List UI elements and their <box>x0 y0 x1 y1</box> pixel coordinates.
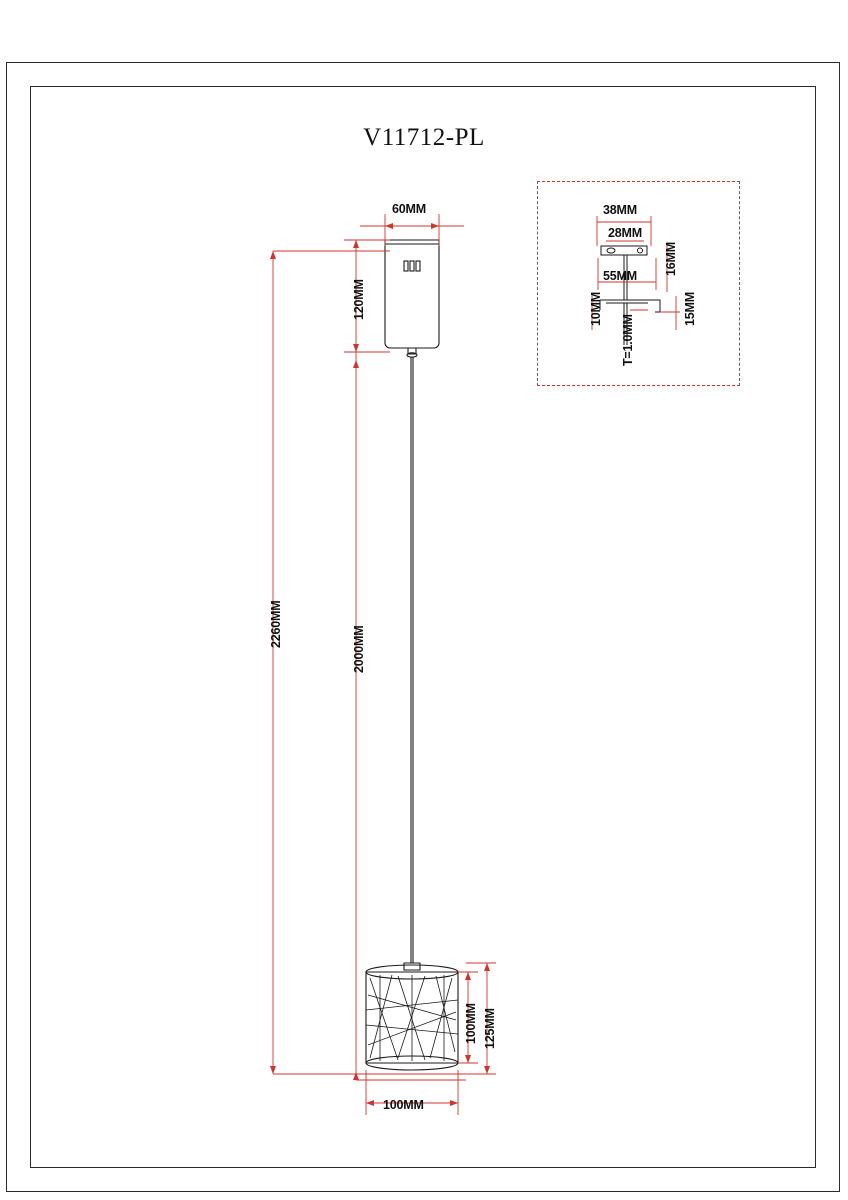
detail-dim-plate-height: 16MM <box>664 242 678 276</box>
detail-dim-tab-right: 15MM <box>683 292 697 326</box>
detail-dim-plate-width: 55MM <box>603 269 637 283</box>
dim-shade-height: 100MM <box>464 1003 478 1044</box>
dim-drop-length: 2000MM <box>352 625 366 673</box>
page-title: V11712-PL <box>363 124 485 151</box>
dim-shade-diameter: 100MM <box>383 1098 424 1112</box>
detail-dim-tab-left: 10MM <box>589 292 603 326</box>
detail-dim-bracket-width-inner: 28MM <box>608 226 642 240</box>
dim-shade-overall-height: 125MM <box>483 1008 497 1049</box>
detail-dim-bracket-width-outer: 38MM <box>603 203 637 217</box>
dim-total-height: 2260MM <box>269 600 283 648</box>
dim-canopy-width: 60MM <box>392 202 426 216</box>
dim-canopy-height: 120MM <box>352 279 366 320</box>
detail-dim-thickness: T=1.0MM <box>621 314 635 366</box>
